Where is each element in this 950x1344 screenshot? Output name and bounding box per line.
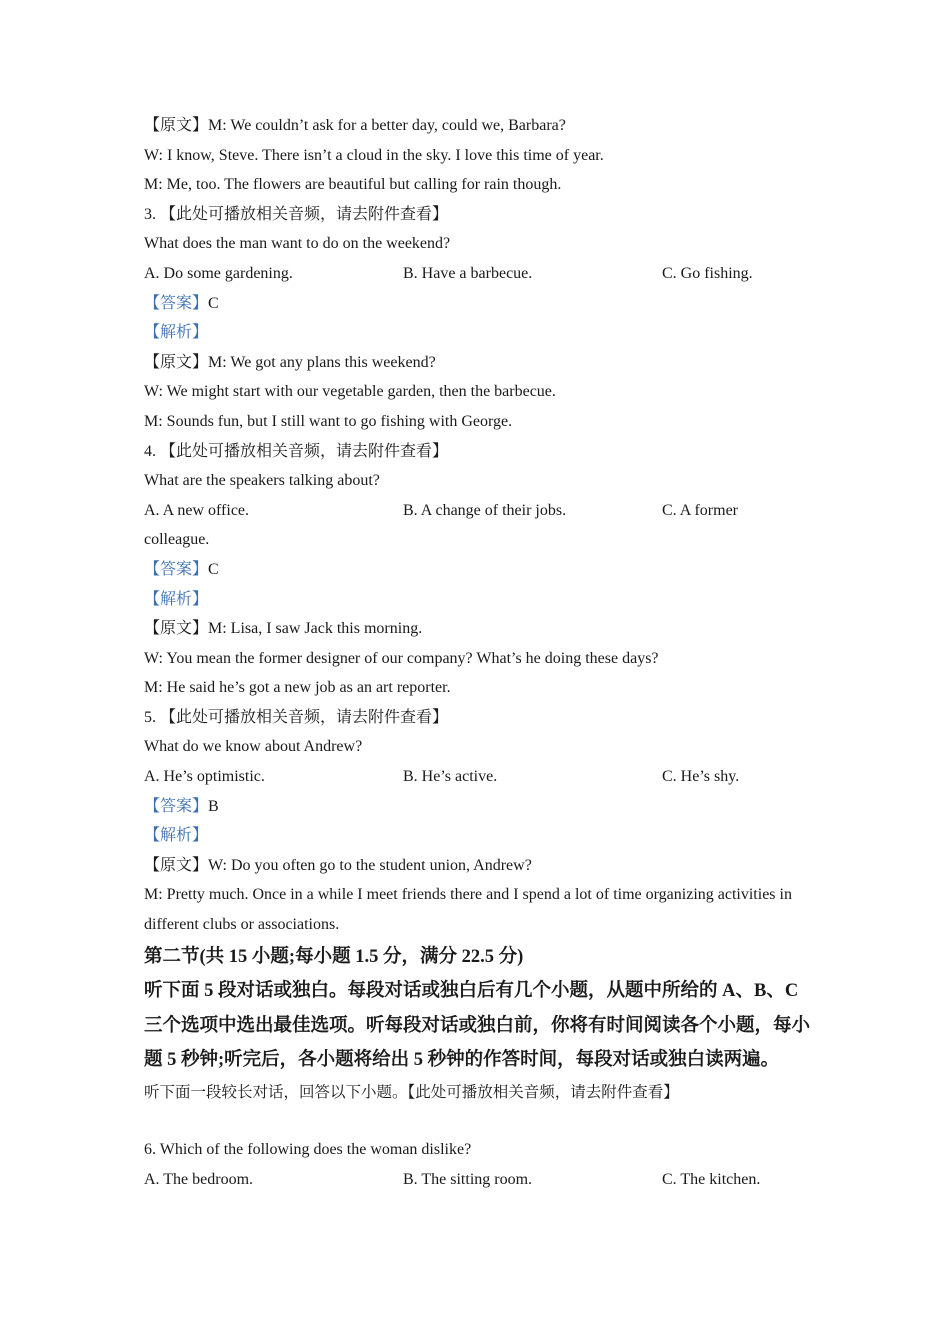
q6-options [144,1165,812,1195]
answer-label: 【答案】 [144,294,209,312]
answer-label: 【答案】 [144,797,209,815]
answer-value: C [208,560,219,578]
q4-option-c-continued: colleague. [144,531,210,549]
option-a: A. The bedroom. [144,1170,254,1188]
q3-options [144,259,812,289]
q5-options [144,762,812,792]
q5-answer [144,792,812,822]
q4-question: What are the speakers talking about? [144,472,380,490]
q4-transcript-line: 【原文】M: Lisa, I saw Jack this morning. [144,620,423,638]
q2-transcript-line: M: Me, too. The flowers are beautiful but calling for rain though. [144,176,562,194]
q3-transcript-line: W: We might start with our vegetable garden, then the barbecue. [144,383,556,401]
q5-transcript-line: M: Pretty much. Once in a while I meet friends there and I spend a lot of time organizing activities in different clubs or associations. [144,886,792,934]
q5-question: What do we know about Andrew? [144,738,363,756]
q4-answer [144,555,812,585]
answer-label: 【答案】 [144,560,209,578]
section-intro: 听下面一段较长对话，回答以下小题。【此处可播放相关音频，请去附件查看】 [144,1083,679,1101]
q5-transcript-line: 【原文】W: Do you often go to the student union, Andrew? [144,856,532,874]
q3-analysis-label: 【解析】 [144,324,209,342]
option-b: B. He’s active. [403,768,498,786]
q4-transcript-line: M: He said he’s got a new job as an art reporter. [144,679,451,697]
q2-transcript-line: 【原文】M: We couldn’t ask for a better day, could we, Barbara? [144,117,566,134]
q3-answer [144,289,812,319]
q2-transcript-line: W: I know, Steve. There isn’t a cloud in the sky. I love this time of year. [144,146,604,164]
q4-analysis-label: 【解析】 [144,590,209,608]
q5-header: 5. 【此处可播放相关音频，请去附件查看】 [144,708,449,726]
spacer [144,1107,812,1135]
q4-header: 4. 【此处可播放相关音频，请去附件查看】 [144,442,449,460]
q6-question: 6. Which of the following does the woman dislike? [144,1141,472,1159]
option-a: A. He’s optimistic. [144,768,265,786]
option-c: C. The kitchen. [662,1170,761,1188]
q5-analysis-label: 【解析】 [144,827,209,845]
q3-question: What does the man want to do on the weekend? [144,235,451,253]
q3-transcript-line: M: Sounds fun, but I still want to go fishing with George. [144,412,513,430]
option-c: C. He’s shy. [662,768,740,786]
q3-header: 3. 【此处可播放相关音频，请去附件查看】 [144,205,449,223]
answer-value: B [208,797,219,815]
q4-options [144,496,812,526]
section-title: 第二节(共 15 小题;每小题 1.5 分，满分 22.5 分) [144,946,524,967]
option-a: A. Do some gardening. [144,264,293,282]
option-c: C. A former [662,501,738,519]
section-instructions: 听下面 5 段对话或独白。每段对话或独白后有几个小题，从题中所给的 A、B、C 三个选项中选出最佳选项。听每段对话或独白前，你将有时间阅读各个小题，每小题 5 秒钟;听完后，各小题将给出 5 秒钟的作答时间，每段对话或独白读两遍。 [144,981,811,1071]
q3-transcript-line: 【原文】M: We got any plans this weekend? [144,353,436,371]
option-c: C. Go fishing. [662,264,753,282]
answer-value: C [208,294,219,312]
option-b: B. Have a barbecue. [403,264,533,282]
option-a: A. A new office. [144,501,250,519]
document-page [144,111,812,1194]
q4-transcript-line: W: You mean the former designer of our company? What’s he doing these days? [144,649,659,667]
option-b: B. A change of their jobs. [403,501,567,519]
option-b: B. The sitting room. [403,1170,533,1188]
